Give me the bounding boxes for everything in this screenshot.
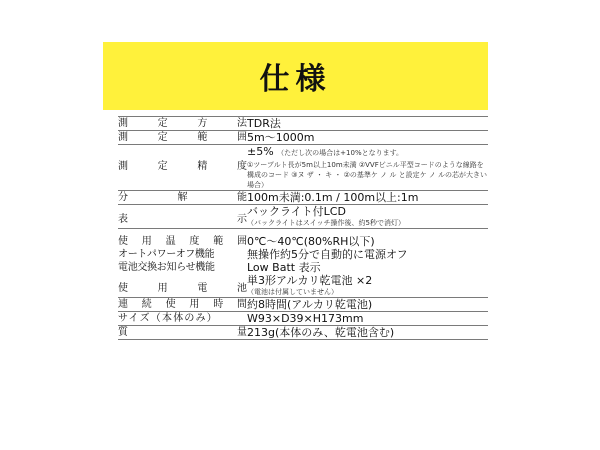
spec-value xyxy=(247,205,488,229)
spec-row-measurement-method xyxy=(118,117,488,131)
spec-label xyxy=(118,145,247,191)
spec-value-note: （バックライトはスイッチ操作後、約5秒で消灯） xyxy=(247,219,405,227)
spec-row-battery xyxy=(118,274,488,298)
spec-row-resolution xyxy=(118,191,488,205)
spec-row-battery-notice xyxy=(118,261,488,274)
spec-value-note: （電池は付属していません） xyxy=(247,288,338,296)
spec-row-auto-power-off xyxy=(118,248,488,261)
spec-row-measurement-range xyxy=(118,131,488,145)
spec-label-text: 使 用 電 池 xyxy=(118,283,247,294)
spec-label xyxy=(118,274,247,298)
spec-table xyxy=(118,116,488,340)
spec-label-text: 連 続 使 用 時 間 xyxy=(118,299,247,310)
spec-label xyxy=(118,205,247,229)
spec-row-weight xyxy=(118,326,488,340)
spec-value: 5m〜1000m xyxy=(247,131,488,145)
spec-label xyxy=(118,261,247,274)
spec-row-measurement-accuracy xyxy=(118,145,488,191)
spec-label xyxy=(118,131,247,145)
spec-value: 213g(本体のみ、乾電池含む) xyxy=(247,326,488,340)
spec-label-text: 使 用 温 度 範 囲 xyxy=(118,236,247,247)
spec-label-text: サイズ（本体のみ） xyxy=(118,313,218,324)
page-title: 仕様 xyxy=(259,62,332,97)
spec-label-text: 質 量 xyxy=(118,327,247,338)
spec-label-text: 測 定 精 度 xyxy=(118,161,247,172)
spec-value: 無操作約5分で自動的に電源オフ xyxy=(247,248,408,261)
spec-label xyxy=(118,191,247,205)
title-banner xyxy=(103,42,488,110)
spec-value xyxy=(247,274,488,298)
spec-value: TDR法 xyxy=(247,117,488,131)
spec-row-display xyxy=(118,205,488,229)
spec-value-main: 単3形アルカリ乾電池 ×2 xyxy=(247,274,373,287)
spec-label-text: 表 示 xyxy=(118,214,247,225)
spec-label xyxy=(118,312,247,326)
spec-label xyxy=(118,326,247,340)
spec-row-operating-temperature xyxy=(118,229,488,249)
spec-label xyxy=(118,298,247,312)
spec-value: 約8時間(アルカリ乾電池) xyxy=(247,298,488,312)
spec-value: W93×D39×H173mm xyxy=(247,312,488,326)
spec-label xyxy=(118,117,247,131)
spec-label-text: オートパワーオフ機能 xyxy=(118,249,215,260)
spec-label xyxy=(118,248,247,261)
spec-value: 100m未満:0.1m / 100m以上:1m xyxy=(247,191,488,205)
spec-value-main: ±5% xyxy=(247,145,274,158)
spec-label-text: 分 解 能 xyxy=(118,192,247,203)
spec-label-text: 電池交換お知らせ機能 xyxy=(118,262,215,273)
spec-value-main: バックライト付LCD xyxy=(247,205,346,218)
spec-value xyxy=(247,145,488,191)
spec-label-text: 測 定 範 囲 xyxy=(118,132,247,143)
spec-value-note-inline: （ただし次の場合は+10%となります。 xyxy=(277,149,404,157)
spec-value: 0℃〜40℃(80%RH以下) xyxy=(247,235,375,248)
spec-label xyxy=(118,229,247,249)
spec-row-size xyxy=(118,312,488,326)
spec-value-note: ①ツーブルト長が5m以上10m未満 ②VVFビニル平型コードのような線路を構成のコード ③ヌ ザ ・ キ ・ ②の基準ケ ノ ル と設定ケ ノ ルの芯が大きい場合） xyxy=(247,161,488,189)
spec-label-text: 測 定 方 法 xyxy=(118,118,247,129)
spec-value: Low Batt 表示 xyxy=(247,261,321,274)
spec-row-continuous-use xyxy=(118,298,488,312)
